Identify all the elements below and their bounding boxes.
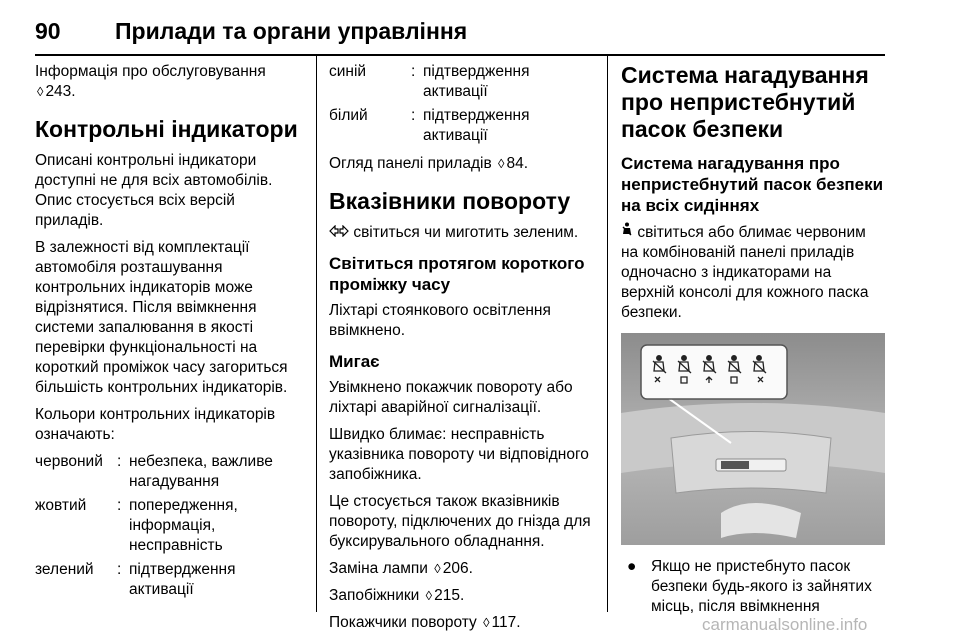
overview-text: Огляд панелі приладів	[329, 155, 492, 172]
color-meaning: підтвердження активації	[423, 107, 530, 144]
lamp-replacement-ref[interactable]: 206.	[442, 560, 473, 577]
color-meaning-table-continued	[329, 62, 595, 146]
fuses-ref[interactable]: 215.	[434, 587, 465, 604]
section-heading-indicators: Контрольні індикатори	[35, 116, 298, 142]
seatbelt-icon	[621, 224, 637, 241]
color-row	[329, 106, 595, 146]
color-meaning: небезпека, важливе нагадування	[129, 453, 273, 490]
section-heading-seatbelt-reminder: Система нагадування про непристебнутий пасок безпеки	[621, 62, 869, 142]
color-row	[35, 452, 303, 492]
page-ref-icon: ◊	[425, 588, 433, 603]
column-1	[35, 62, 303, 608]
column-3	[621, 62, 885, 624]
color-meaning-table	[35, 452, 303, 600]
indicators-paragraph-1: Описані контрольні індикатори доступні не для всіх автомобілів. Опис стосується всіх версій приладів.	[35, 152, 273, 229]
page-ref-icon: ◊	[37, 84, 44, 99]
turn-indicators-ref-paragraph	[329, 613, 595, 633]
seatbelt-text: світиться або блимає червоним на комбінованій панелі приладів одночасно з індикаторами на верхній консолі для кожного паска безпеки.	[621, 224, 869, 321]
bullet-text: Якщо не пристебнуто пасок безпеки будь-якого із зайнятих місць, після ввімкнення	[651, 558, 872, 615]
blink-paragraph-2: Швидко блимає: несправність указівника повороту чи відповідного запобіжника.	[329, 426, 589, 483]
color-meaning: підтвердження активації	[423, 63, 530, 100]
service-info-ref[interactable]: 243.	[45, 83, 76, 100]
page-header	[35, 18, 885, 54]
overview-paragraph	[329, 154, 595, 174]
color-row	[35, 496, 303, 556]
bullet-icon: ●	[627, 558, 637, 575]
overhead-console-figure	[621, 333, 885, 545]
page-ref-icon: ◊	[483, 615, 490, 630]
ref-text: Заміна лампи	[329, 560, 428, 577]
color-separator: :	[117, 453, 122, 470]
ref-text: Запобіжники	[329, 587, 420, 604]
color-name: зелений	[35, 561, 94, 578]
page-ref-icon: ◊	[498, 156, 505, 171]
ref-text: Покажчики повороту	[329, 614, 477, 631]
parking-lights-paragraph: Ліхтарі стоянкового освітлення ввімкнено.	[329, 302, 551, 339]
color-separator: :	[411, 63, 416, 80]
page-ref-icon: ◊	[434, 561, 441, 576]
subheading-all-seats: Система нагадування про непристебнутий пасок безпеки на всіх сидіннях	[621, 154, 884, 215]
indicators-paragraph-2: В залежності від комплектації автомобіля розташування контрольних індикаторів може відрізнятися. Після ввімкнення системи запалювання в якості перевірки функціональності на короткий проміжок часу загориться більшість контрольних індикаторів.	[35, 239, 288, 396]
overhead-console-illustration	[621, 333, 885, 545]
color-row	[35, 560, 303, 600]
turn-signal-icon	[329, 224, 353, 241]
indicators-paragraph-3: Кольори контрольних індикаторів означають:	[35, 406, 276, 443]
service-info-paragraph	[35, 62, 303, 102]
color-separator: :	[411, 107, 416, 124]
color-row	[329, 62, 595, 102]
seatbelt-paragraph	[621, 222, 885, 323]
overview-ref[interactable]: 84.	[506, 155, 529, 172]
color-name: білий	[329, 107, 368, 124]
subheading-blinking: Мигає	[329, 352, 380, 371]
service-info-text: Інформація про обслуговування	[35, 63, 266, 80]
color-separator: :	[117, 497, 122, 514]
watermark: carmanualsonline.info	[702, 615, 868, 634]
color-meaning: попередження, інформація, несправність	[129, 497, 238, 554]
column-2	[329, 62, 595, 640]
color-name: червоний	[35, 453, 103, 470]
section-heading-turn-signals: Вказівники повороту	[329, 188, 571, 214]
header-rule	[35, 54, 885, 56]
color-name: синій	[329, 63, 367, 80]
column-divider-2	[607, 56, 608, 612]
lamp-replacement-ref-paragraph	[329, 559, 595, 579]
blink-paragraph-3: Це стосується також вказівників повороту, підключених до гнізда для буксирувального обладнання.	[329, 493, 591, 550]
turn-signal-text: світиться чи миготить зеленим.	[353, 224, 579, 241]
color-separator: :	[117, 561, 122, 578]
color-meaning: підтвердження активації	[129, 561, 236, 598]
subheading-short-illumination: Світиться протягом короткого проміжку часу	[329, 254, 585, 294]
column-divider-1	[316, 56, 317, 612]
page-title: Прилади та органи управління	[115, 18, 468, 44]
fuses-ref-paragraph	[329, 586, 595, 606]
turn-signal-paragraph	[329, 223, 595, 243]
page-number: 90	[35, 18, 61, 44]
color-name: жовтий	[35, 497, 87, 514]
bullet-item	[621, 557, 885, 617]
turn-indicators-ref[interactable]: 117.	[491, 614, 521, 631]
blink-paragraph-1: Увімкнено покажчик повороту або ліхтарі аварійної сигналізації.	[329, 379, 573, 416]
